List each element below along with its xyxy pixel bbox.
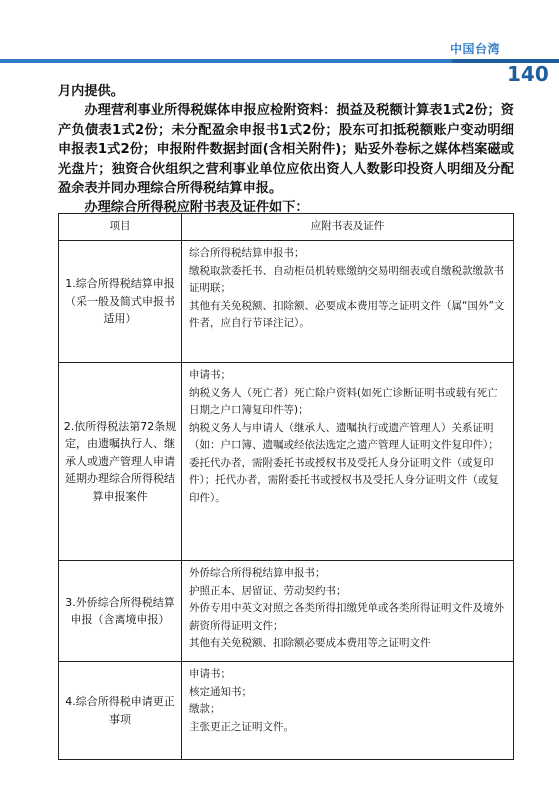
document-line: 缴税取款委托书、自动柜员机转账缴纳交易明细表或自缴税款缴款书证明联；	[189, 264, 504, 294]
table-row	[59, 363, 514, 561]
body-text	[58, 82, 514, 218]
document-line: 护照正本、居留证、劳动契约书；	[189, 584, 347, 597]
document-line: 缴款；	[189, 703, 221, 715]
document-line: 主张更正之证明文件。	[189, 720, 294, 733]
document-line: 纳税义务人（死亡者）死亡除户资料(如死亡诊断证明书或载有死亡日期之户口簿复印件等)；	[189, 386, 498, 416]
table-row	[59, 662, 514, 760]
paragraph-business-tax: 办理营利事业所得税媒体申报应检附资料：损益及税额计算表1式2份；资产负债表1式2份；未分配盈余申报书1式2份；股东可扣抵税额账户变动明细申报表1式2份；申报附件数据封面(含相关附件)；贴妥外卷标之媒体档案磁或光盘片；独资合伙组织之营利事业单位应依出资人人数影印投资人明细及分配盈余表并同办理综合所得税结算申报。	[58, 103, 514, 197]
document-line: 纳税义务人与申请人（继承人、遗嘱执行或遗产管理人）关系证明（如：户口簿、遗嘱或经依法选定之遗产管理人证明文件复印件）；	[189, 421, 499, 451]
item-cell: 4.综合所得税申请更正事项	[59, 662, 182, 760]
document-line: 外侨专用中英文对照之各类所得扣缴凭单或各类所得证明文件及境外薪资所得证明文件；	[189, 602, 504, 632]
required-documents-table	[58, 213, 514, 760]
document-line: 委托代办者，需附委托书或授权书及受托人身分证明文件（或复印件）；托代办者，需附委托书或授权书及受托人身分证明文件（或复印件）。	[189, 456, 499, 504]
document-line: 其他有关免税额、扣除额必要成本费用等之证明文件	[189, 637, 431, 649]
document-line: 申请书；	[189, 369, 231, 381]
item-cell: 3.外侨综合所得税结算申报（含离境申报）	[59, 561, 182, 662]
paragraph-continuation: 月内提供。	[58, 84, 124, 99]
document-line: 申请书；	[189, 668, 231, 680]
documents-cell	[182, 241, 514, 363]
item-cell: 2.依所得税法第72条规定，由遗嘱执行人、继承人或遗产管理人申请延期办理综合所得税结算申报案件	[59, 363, 182, 561]
documents-cell	[182, 662, 514, 760]
documents-cell	[182, 363, 514, 561]
documents-cell	[182, 561, 514, 662]
document-line: 外侨综合所得税结算申报书；	[189, 567, 326, 579]
document-line: 核定通知书；	[189, 685, 252, 698]
table-header-row	[59, 214, 514, 241]
section-title: 中国台湾	[450, 42, 501, 56]
page-number: 140	[507, 62, 549, 86]
document-line: 其他有关免税额、扣除额、必要成本费用等之证明文件（属“国外”文件者，应自行节译注记）。	[189, 299, 505, 329]
item-cell: 1.综合所得税结算申报（采一般及简式申报书适用）	[59, 241, 182, 363]
table-row	[59, 561, 514, 662]
column-header-item: 项目	[59, 214, 182, 241]
table-row	[59, 241, 514, 363]
column-header-documents: 应附书表及证件	[182, 214, 514, 241]
paragraph-income-tax-intro: 办理综合所得税应附书表及证件如下：	[84, 200, 309, 216]
document-line: 综合所得税结算申报书；	[189, 247, 305, 259]
